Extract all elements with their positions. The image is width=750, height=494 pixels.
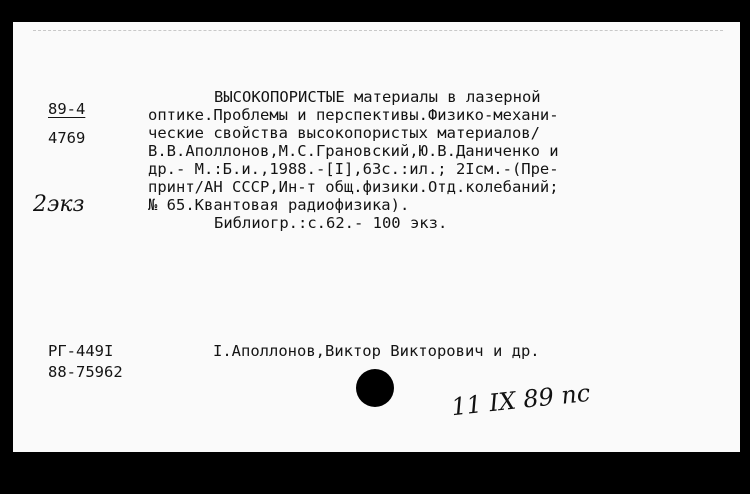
author-heading: I.Аполлонов,Виктор Викторович и др. [213, 342, 540, 360]
dotted-rule [33, 30, 723, 31]
handwritten-date-note: 11 IX 89 пс [449, 378, 592, 422]
body-line: ческие свойства высокопористых материалов/ [148, 124, 540, 142]
body-line: Библиогр.:с.62.- 100 экз. [214, 214, 448, 232]
rg-number: РГ-449I [48, 342, 114, 360]
call-number: 89-4 [48, 100, 86, 118]
year-number: 88-75962 [48, 363, 123, 381]
body-line: оптике.Проблемы и перспективы.Физико-механи- [148, 106, 559, 124]
punch-hole [356, 369, 394, 407]
catalog-card [13, 22, 740, 452]
body-line: принт/АН СССР,Ин-т общ.физики.Отд.колебаний; [148, 178, 559, 196]
accession-number: 4769 [48, 129, 86, 147]
handwritten-copies-note: 2экз [33, 192, 85, 217]
body-line: ВЫСОКОПОРИСТЫЕ материалы в лазерной [214, 88, 541, 106]
bibliographic-description [148, 88, 559, 232]
body-line: др.- М.:Б.и.,1988.-[I],63с.:ил.; 2Iсм.-(Пре- [148, 160, 559, 178]
body-line: № 65.Квантовая радиофизика). [148, 196, 410, 214]
body-line: В.В.Аполлонов,М.С.Грановский,Ю.В.Даниченко и [148, 142, 559, 160]
